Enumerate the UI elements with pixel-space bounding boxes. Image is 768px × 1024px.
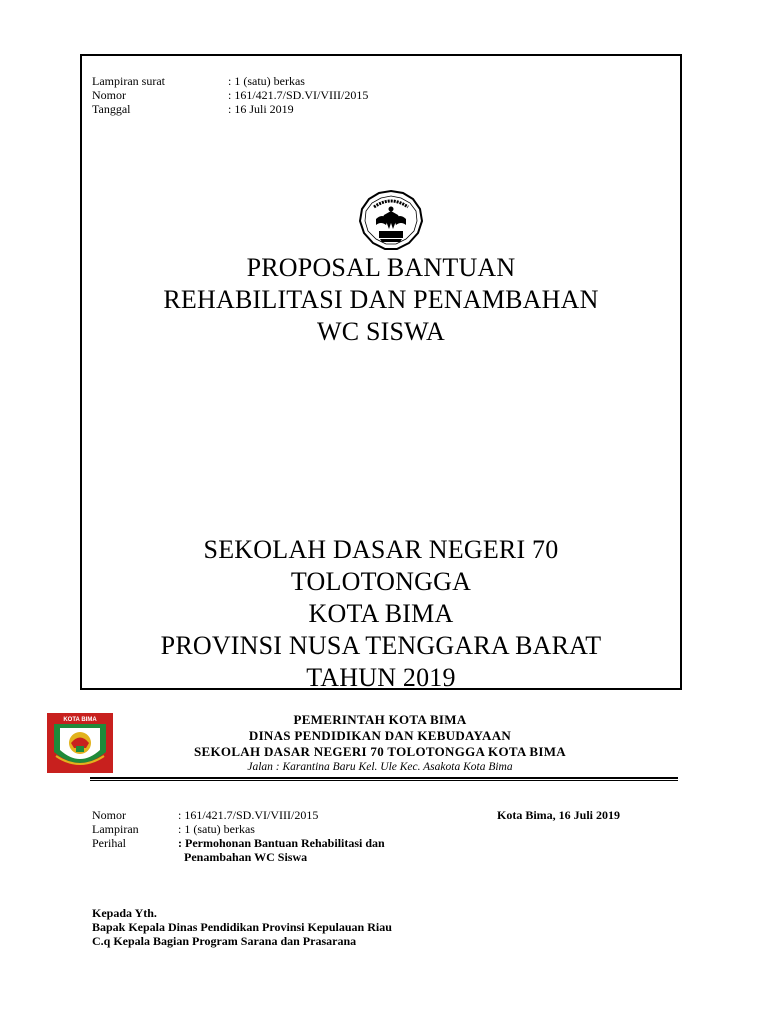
letterhead-line: SEKOLAH DASAR NEGERI 70 TOLOTONGGA KOTA BIMA [194,744,566,759]
meta-key: Nomor [92,808,126,822]
meta-key: Lampiran surat [92,74,165,88]
letter-date: Kota Bima, 16 Juli 2019 [497,808,621,822]
letter-meta-row [92,822,385,836]
letterhead-address: Jalan : Karantina Baru Kel. Ule Kec. Asakota Kota Bima [247,761,513,773]
letterhead-line: DINAS PENDIDIKAN DAN KEBUDAYAAN [248,728,512,743]
meta-key: Tanggal [92,102,131,116]
emblem-caption: KOTA BIMA [63,717,97,723]
meta-value: : Permohonan Bantuan Rehabilitasi dan [178,836,385,850]
meta-row-attachment [92,74,368,88]
recipient-line: C.q Kepala Bagian Program Sarana dan Prasarana [92,934,357,948]
meta-value: : 16 Juli 2019 [228,102,294,116]
letter-meta-row [92,836,385,850]
recipient-block [92,906,392,948]
school-line: KOTA BIMA [308,599,454,628]
title-line: WC SISWA [317,317,445,346]
letterhead-rule [90,777,678,779]
meta-value: Penambahan WC Siswa [178,850,308,864]
meta-value: : 1 (satu) berkas [228,74,305,88]
school-line: TOLOTONGGA [290,567,472,596]
school-line: SEKOLAH DASAR NEGERI 70 [203,535,559,564]
letter-meta-row [92,808,385,822]
school-line: TAHUN 2019 [306,663,456,692]
proposal-title [82,252,680,348]
title-line: PROPOSAL BANTUAN [246,253,516,282]
meta-key: Lampiran [92,822,139,836]
cover-page [80,54,682,690]
recipient-line: Bapak Kepala Dinas Pendidikan Provinsi Kepulauan Riau [92,920,392,934]
meta-value: : 1 (satu) berkas [178,822,255,836]
meta-value: : 161/421.7/SD.VI/VIII/2015 [178,808,319,822]
school-line: PROVINSI NUSA TENGGARA BARAT [160,631,602,660]
letter-meta-row [92,850,385,864]
recipient-line: Kepada Yth. [92,906,157,920]
letterhead-line: PEMERINTAH KOTA BIMA [293,712,467,727]
meta-key: Perihal [92,836,126,850]
meta-value: : 161/421.7/SD.VI/VIII/2015 [228,88,369,102]
meta-key: Nomor [92,88,126,102]
letter-meta [92,808,385,864]
tut-wuri-handayani-logo [356,189,426,251]
letterhead [120,712,640,774]
title-line: REHABILITASI DAN PENAMBAHAN [163,285,599,314]
meta-row-date [92,102,368,116]
meta-key [92,850,178,864]
letterhead-rule-thin [90,780,678,781]
cover-meta [92,74,368,116]
kota-bima-emblem [46,712,114,774]
meta-row-number [92,88,368,102]
school-identity [82,534,680,694]
